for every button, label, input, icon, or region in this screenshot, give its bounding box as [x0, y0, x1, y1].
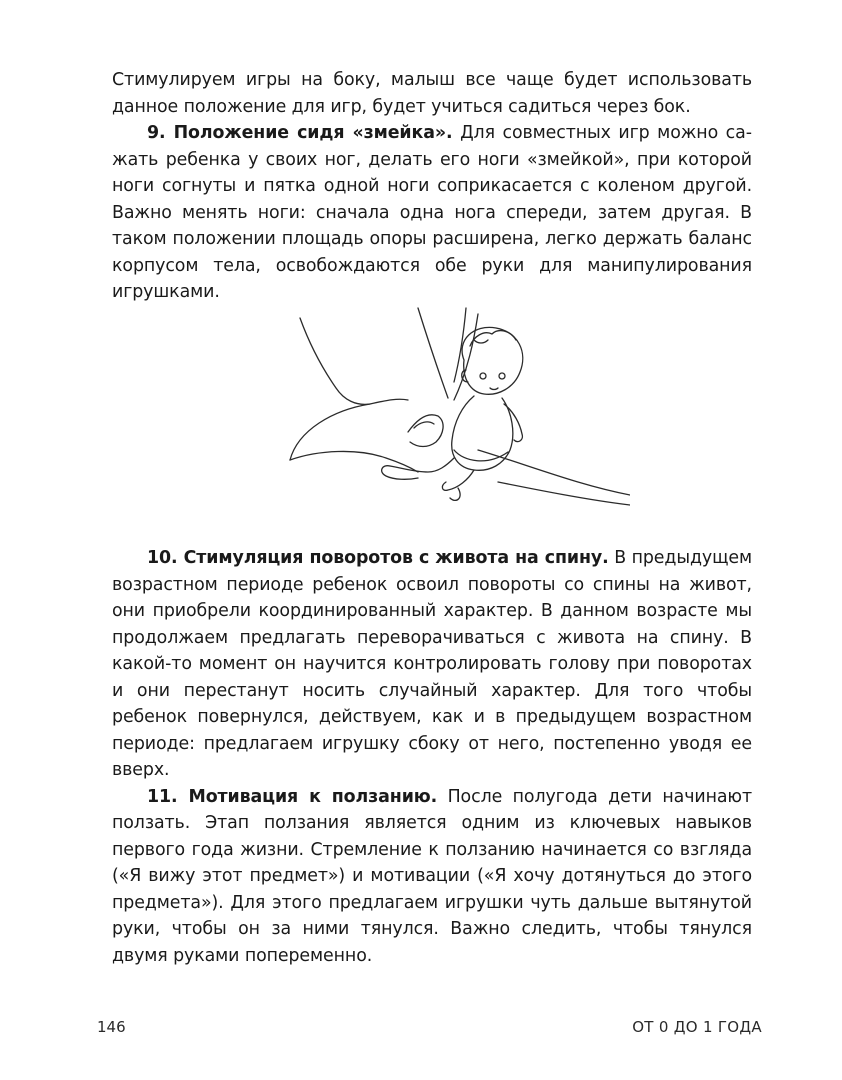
- paragraph-1-text: Стимулируем игры на боку, малыш все чаще будет использовать данное положение для игр, будет учиться садиться через бок.: [112, 70, 752, 117]
- text-block-top: [112, 67, 752, 306]
- baby-sitting-snake-pose-illustration-icon: [278, 300, 630, 525]
- text-block-bottom: [112, 545, 752, 969]
- page-number: 146: [97, 1018, 126, 1036]
- paragraph-10-heading: 10. Стимуляция поворотов с живота на спину.: [147, 548, 609, 568]
- paragraph-10: [112, 545, 752, 784]
- baby-sitting-illustration: [278, 300, 630, 525]
- paragraph-9-text: Для совместных игр можно сажать ребенка у своих ног, делать его ноги «змейкой», при которой ноги согнуты и пятка одной ноги соприкасается с коленом другой. Важно менять ноги: сначала одна нога спереди, затем другая. В таком положении площадь опоры расширена, легко держать баланс корпусом тела, освобождаются обе руки для манипулирования игрушками.: [112, 123, 752, 302]
- paragraph-1: [112, 67, 752, 120]
- paragraph-9-heading: 9. Положение сидя «змейка».: [147, 123, 453, 143]
- paragraph-11: [112, 784, 752, 970]
- paragraph-9: [112, 120, 752, 306]
- paragraph-10-text: В предыдущем возрастном периоде ребенок освоил повороты со спины на живот, они приобрели координированный характер. В данном возрасте мы продолжаем предлагать переворачиваться с живота на спину. В какой-то момент он научится контролировать голову при поворотах и они перестанут носить случайный характер. Для того чтобы ребенок повернулся, действуем, как и в предыдущем возрастном периоде: предлагаем игрушку сбоку от него, постепенно уводя ее вверх.: [112, 548, 752, 780]
- running-title: ОТ 0 ДО 1 ГОДА: [632, 1018, 762, 1036]
- paragraph-11-text: После полугода дети начинают ползать. Этап ползания является одним из ключевых навыков первого года жизни. Стремление к ползанию начинается со взгляда («Я вижу этот предмет») и мотивации («Я хочу дотянуться до этого предмета»). Для этого предлагаем игрушки чуть дальше вытянутой руки, чтобы он за ними тянулся. Важно следить, чтобы тянулся двумя руками попеременно.: [112, 786, 752, 966]
- paragraph-11-heading: 11. Мотивация к ползанию.: [147, 786, 438, 807]
